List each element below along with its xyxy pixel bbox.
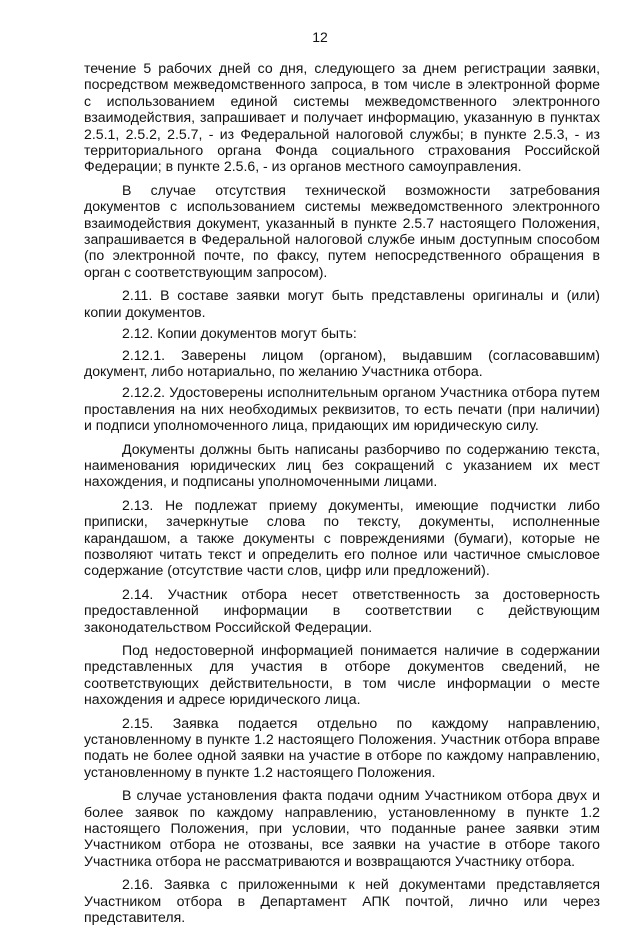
page-number: 12 (312, 29, 328, 45)
paragraph-2-11: 2.11. В составе заявки могут быть представлены оригиналы и (или) копии документов. (84, 287, 600, 320)
paragraph-2-12-1: 2.12.1. Заверены лицом (органом), выдавшим (согласовавшим) документ, либо нотариально, по желанию Участника отбора. (84, 346, 600, 379)
paragraph-2-15: 2.15. Заявка подается отдельно по каждому направлению, установленному в пункте 1.2 настоящего Положения. Участник отбора вправе подать не более одной заявки на участие в отборе по каждому направлению, установленному в пункте 1.2 настоящего Положения. (84, 714, 600, 780)
paragraph-no-technical-possibility: В случае отсутствия технической возможности затребования документов с использованием системы межведомственного электронного взаимодействия документ, указанный в пункте 2.5.7 настоящего Положения, запрашивается в Федеральной налоговой службе иным доступным способом (по электронной почте, по факсу, путем непосредственного обращения в орган с соответствующим запросом). (84, 181, 600, 280)
paragraph-false-information: Под недостоверной информацией понимается наличие в содержании представленных для участия в отборе документов сведений, не соответствующих действительности, в том числе информации о месте нахождения и адресе юридического лица. (84, 642, 600, 708)
paragraph-2-13: 2.13. Не подлежат приему документы, имеющие подчистки либо приписки, зачеркнутые слова по тексту, документы, исполненные карандашом, а также документы с повреждениями (бумаги), которые не позволяют читать текст и определить его полное или частичное смысловое содержание (отсутствие части слов, цифр или предложений). (84, 496, 600, 579)
paragraph-2-14: 2.14. Участник отбора несет ответственность за достоверность предоставленной информации в соответствии с действующим законодательством Российской Федерации. (84, 585, 600, 635)
document-body (84, 60, 600, 933)
paragraph-2-12: 2.12. Копии документов могут быть: (122, 325, 357, 342)
paragraph-multiple-applications: В случае установления факта подачи одним Участником отбора двух и более заявок по каждому направлению, установленному в пункте 1.2 настоящего Положения, при условии, что поданные ранее заявки этим Участником отбора не отозваны, все заявки на участие в отборе такого Участника отбора не рассматриваются и возвращаются Участнику отбора. (84, 787, 600, 869)
paragraph-continuation: течение 5 рабочих дней со дня, следующего за днем регистрации заявки, посредством межведомственного запроса, в том числе в электронной форме с использованием единой системы межведомственного электронного взаимодействия, запрашивает и получает информацию, указанную в пунктах 2.5.1, 2.5.2, 2.5.7, - из Федеральной налоговой службы; в пункте 2.5.3, - из территориального органа Фонда социального страхования Российской Федерации; в пункте 2.5.6, - из органов местного самоуправления. (84, 60, 600, 175)
paragraph-documents-legibility: Документы должны быть написаны разборчиво по содержанию текста, наименования юридических лиц без сокращений с указанием их мест нахождения, и подписаны уполномоченными лицами. (84, 440, 600, 490)
paragraph-2-16: 2.16. Заявка с приложенными к ней документами представляется Участником отбора в Департамент АПК почтой, лично или через представителя. (84, 876, 600, 926)
paragraph-2-12-2: 2.12.2. Удостоверены исполнительным органом Участника отбора путем проставления на них необходимых реквизитов, то есть печати (при наличии) и подписи уполномоченного лица, придающих им юридическую силу. (84, 384, 600, 434)
